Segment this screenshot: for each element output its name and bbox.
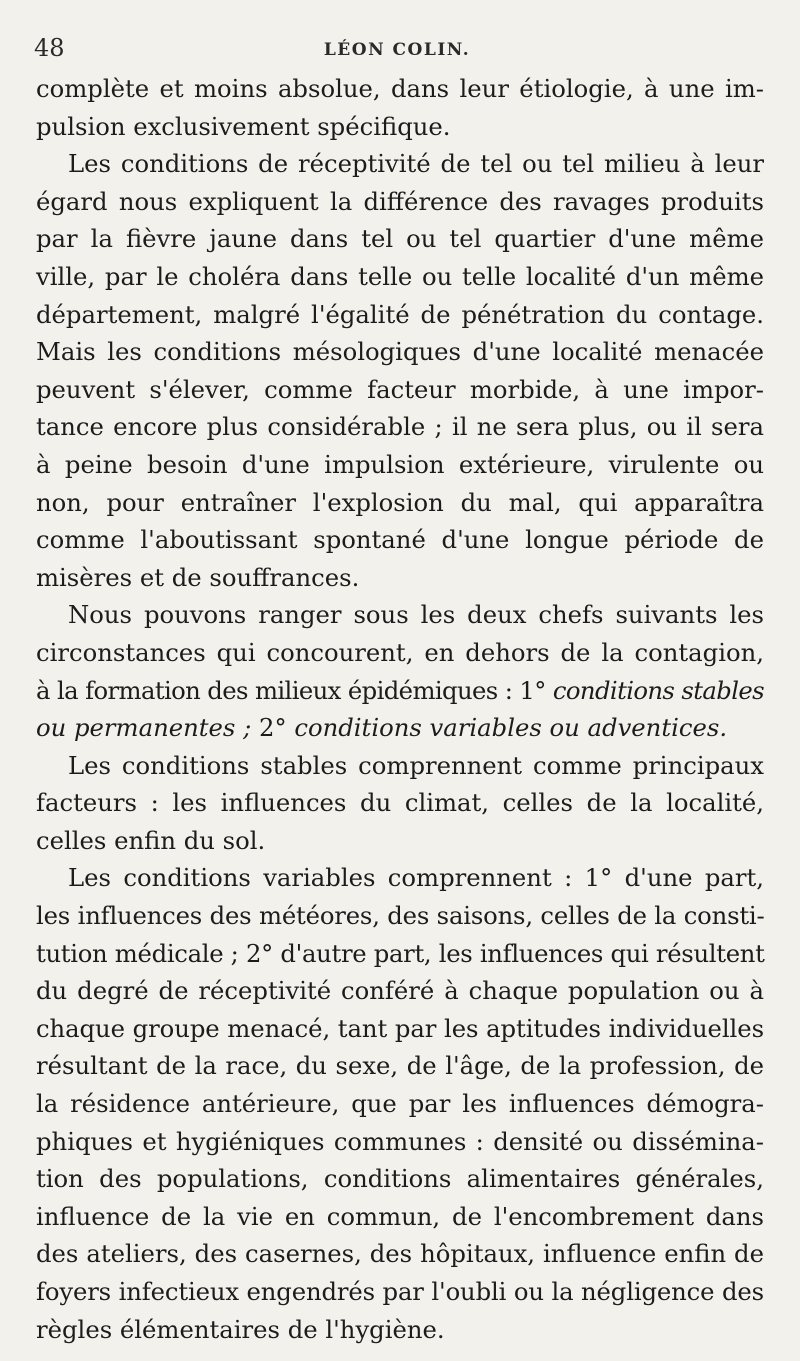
text-line: tion des populations, conditions alimentaires générales, <box>36 1164 764 1194</box>
text-line: par la fièvre jaune dans tel ou tel quartier d'une même <box>36 224 764 254</box>
text-line: à peine besoin d'une impulsion extérieure, virulente ou <box>36 449 764 479</box>
text-line: facteurs : les influences du climat, celles de la localité, <box>36 788 764 818</box>
text-line <box>36 709 764 747</box>
text-run: 2° <box>251 713 295 743</box>
text-line: Mais les conditions mésologiques d'une localité menacée <box>36 337 764 367</box>
text-line: complète et moins absolue, dans leur étiologie, à une im- <box>36 74 764 103</box>
text-line: phiques et hygiéniques communes : densité ou dissémina- <box>36 1126 764 1156</box>
text-line: des ateliers, des casernes, des hôpitaux, influence enfin de <box>36 1239 764 1269</box>
page-number: 48 <box>34 34 65 62</box>
text-line: tution médicale ; 2° d'autre part, les influences qui résultent <box>36 938 765 968</box>
body-text <box>36 70 764 1348</box>
text-line: Les conditions de réceptivité de tel ou tel milieu à leur <box>68 149 764 179</box>
text-line: chaque groupe menacé, tant par les aptitudes individuelles <box>36 1013 764 1043</box>
text-line: influence de la vie en commun, de l'encombrement dans <box>36 1201 764 1231</box>
text-run: à la formation des milieux épidémiques : 1° <box>36 675 553 705</box>
text-line: peuvent s'élever, comme facteur morbide, à une impor- <box>36 374 764 404</box>
text-line: Nous pouvons ranger sous les deux chefs suivants les <box>68 600 764 630</box>
text-line: misères et de souffrances. <box>36 562 360 592</box>
text-line: résultant de la race, du sexe, de l'âge, de la profession, de <box>36 1051 764 1081</box>
text-line: département, malgré l'égalité de pénétration du contage. <box>36 299 764 329</box>
text-line: Les conditions stables comprennent comme principaux <box>68 750 764 780</box>
text-line: foyers infectieux engendrés par l'oubli ou la négligence des <box>36 1277 764 1306</box>
text-line: tance encore plus considérable ; il ne sera plus, ou il sera <box>36 412 764 442</box>
italic-run: conditions stables <box>552 675 764 705</box>
italic-run: ou permanentes ; <box>36 713 252 743</box>
text-line: règles élémentaires de l'hygiène. <box>36 1314 445 1344</box>
text-line: comme l'aboutissant spontané d'une longue période de <box>36 525 764 555</box>
text-line: ville, par le choléra dans telle ou telle localité d'un même <box>36 261 764 291</box>
text-line: la résidence antérieure, que par les influences démogra- <box>36 1089 764 1119</box>
running-head: LÉON COLIN. <box>323 40 471 60</box>
text-line: pulsion exclusivement spécifique. <box>36 111 451 141</box>
text-line: Les conditions variables comprennent : 1° d'une part, <box>68 863 764 893</box>
text-line: non, pour entraîner l'explosion du mal, qui apparaîtra <box>36 487 764 517</box>
text-line: égard nous expliquent la différence des ravages produits <box>36 186 764 216</box>
italic-run: conditions variables ou adventices. <box>294 713 728 743</box>
page-header <box>34 26 760 66</box>
text-line: celles enfin du sol. <box>36 825 266 855</box>
text-line: les influences des météores, des saisons, celles de la consti- <box>36 901 765 931</box>
text-line: circonstances qui concourent, en dehors de la contagion, <box>36 637 764 667</box>
text-line: du degré de réceptivité conféré à chaque population ou à <box>36 976 764 1006</box>
text-line <box>36 672 764 710</box>
